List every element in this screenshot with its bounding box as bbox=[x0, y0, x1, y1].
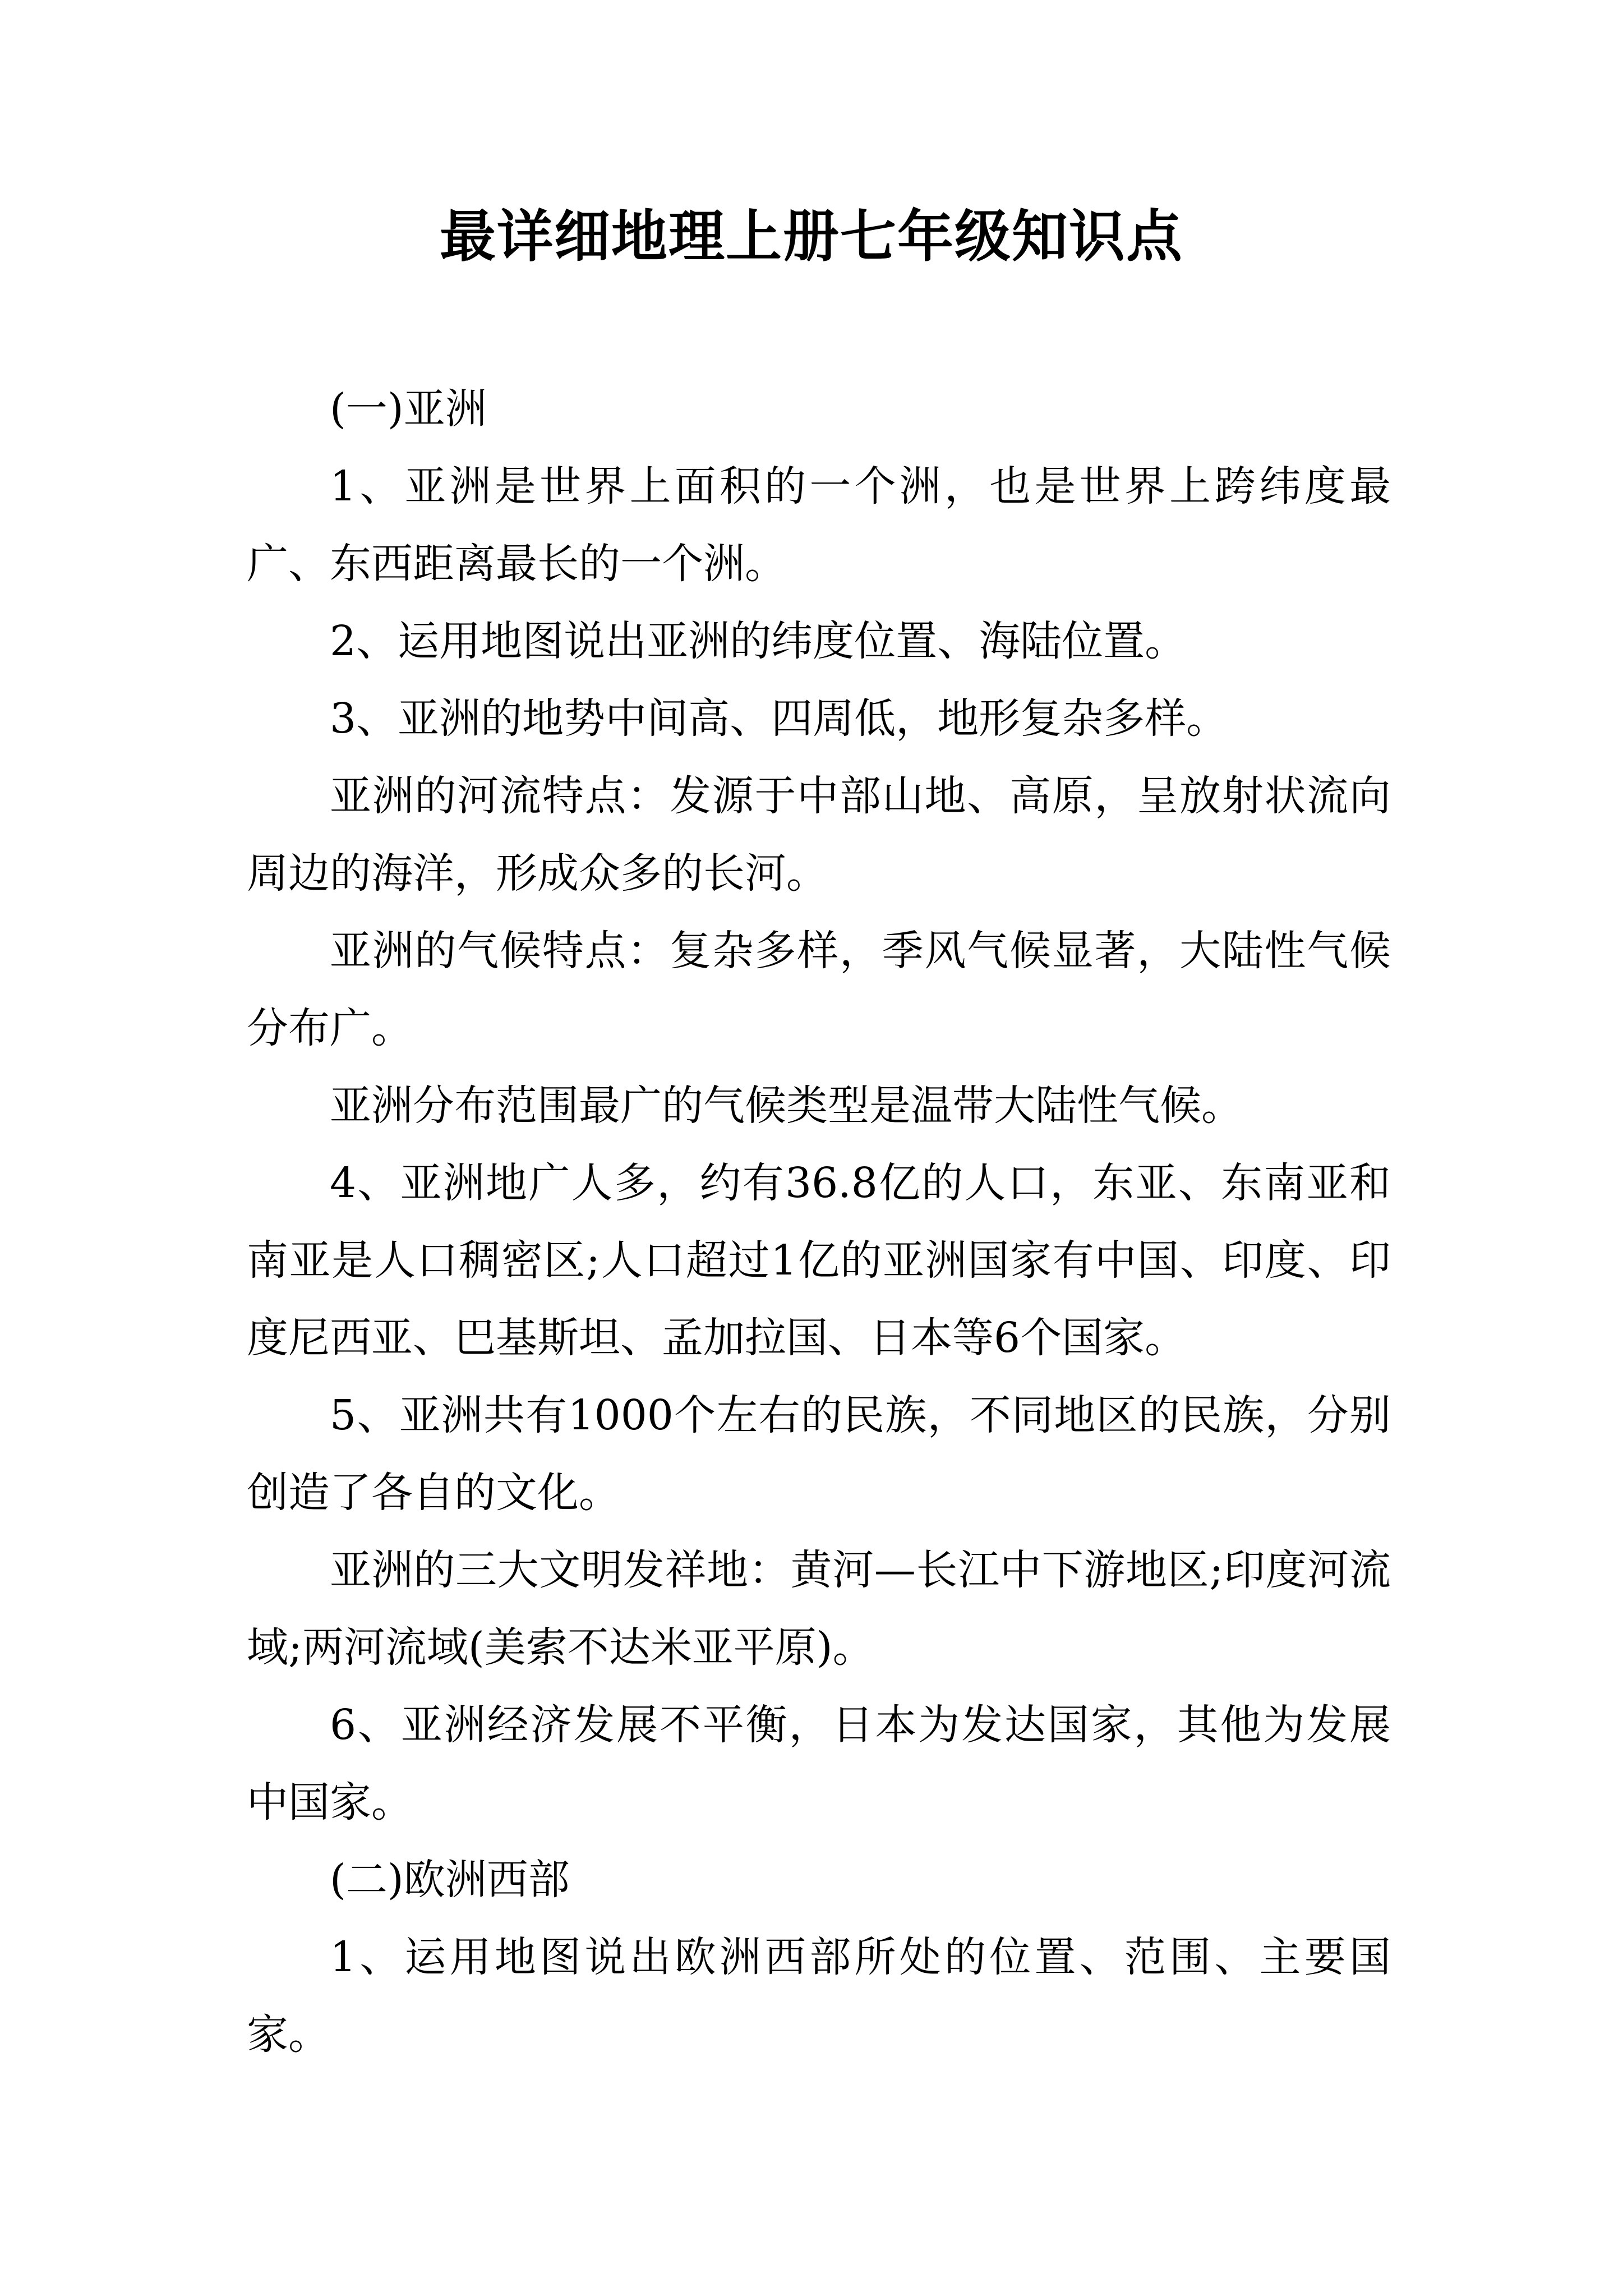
section-heading-western-europe: (二)欧洲西部 bbox=[330, 1856, 570, 1904]
paragraph-asia-ethnic-groups: 5、亚洲共有1000个左右的民族，不同地区的民族，分别创造了各自的文化。 bbox=[247, 1391, 1391, 1517]
section-heading-asia: (一)亚洲 bbox=[330, 385, 487, 433]
paragraph-asia-population: 4、亚洲地广人多，约有36.8亿的人口，东亚、东南亚和南亚是人口稠密区;人口超过1亿的亚洲国家有中国、印度、印度尼西亚、巴基斯坦、孟加拉国、日本等6个国家。 bbox=[247, 1159, 1391, 1362]
paragraph-asia-climate-type: 亚洲分布范围最广的气候类型是温带大陆性气候。 bbox=[330, 1082, 1243, 1130]
paragraph-asia-terrain: 3、亚洲的地势中间高、四周低，地形复杂多样。 bbox=[330, 694, 1228, 743]
paragraph-western-europe-location: 1、运用地图说出欧洲西部所处的位置、范围、主要国家。 bbox=[247, 1933, 1391, 2059]
paragraph-asia-economy: 6、亚洲经济发展不平衡，日本为发达国家，其他为发展中国家。 bbox=[247, 1701, 1391, 1826]
paragraph-asia-climate: 亚洲的气候特点：复杂多样，季风气候显著，大陆性气候分布广。 bbox=[247, 927, 1391, 1052]
document-title: 最详细地理上册七年级知识点 bbox=[440, 204, 1183, 269]
paragraph-asia-rivers: 亚洲的河流特点：发源于中部山地、高原，呈放射状流向周边的海洋，形成众多的长河。 bbox=[247, 772, 1391, 898]
paragraph-asia-civilizations: 亚洲的三大文明发祥地：黄河—长江中下游地区;印度河流域;两河流域(美索不达米亚平原)。 bbox=[247, 1546, 1391, 1672]
paragraph-asia-area: 1、亚洲是世界上面积的一个洲，也是世界上跨纬度最广、东西距离最长的一个洲。 bbox=[247, 462, 1391, 588]
document-body bbox=[247, 370, 1391, 2073]
paragraph-asia-location: 2、运用地图说出亚洲的纬度位置、海陆位置。 bbox=[330, 617, 1187, 665]
